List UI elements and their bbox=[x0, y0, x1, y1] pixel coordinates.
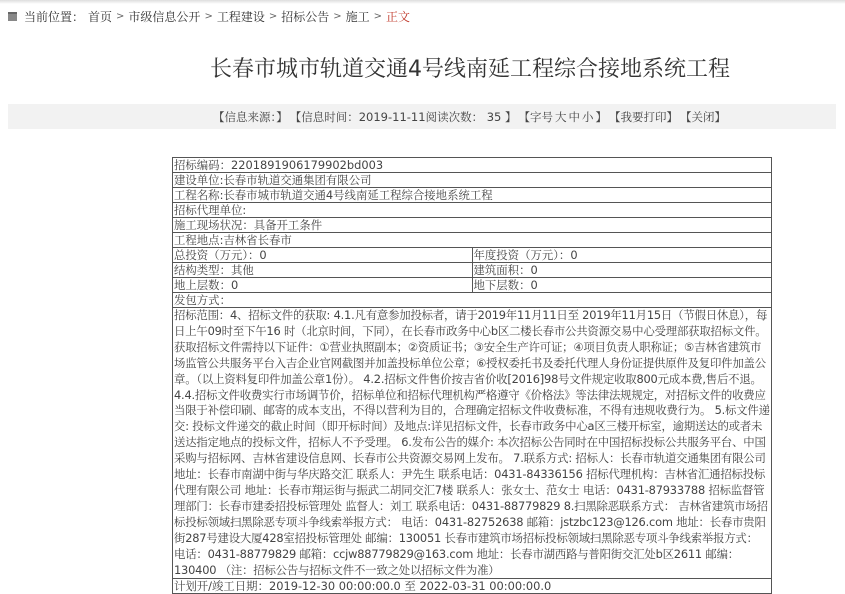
breadcrumb-separator: > bbox=[204, 11, 213, 22]
print-button[interactable]: 【我要打印】 bbox=[609, 109, 679, 124]
home-icon bbox=[8, 12, 17, 21]
breadcrumb-prefix: 当前位置： bbox=[24, 10, 85, 24]
font-size-suffix: 】 bbox=[595, 109, 608, 124]
breadcrumb-separator: > bbox=[116, 11, 125, 22]
annual-investment: 年度投资（万元）：0 bbox=[472, 248, 772, 263]
breadcrumb-current: 正文 bbox=[386, 10, 411, 24]
contract-method: 发包方式： bbox=[173, 293, 772, 308]
breadcrumb-separator: > bbox=[268, 11, 278, 22]
breadcrumb-home[interactable]: 首页 bbox=[88, 10, 113, 24]
building-area: 建筑面积：0 bbox=[472, 263, 772, 278]
font-size-prefix: 【字号 bbox=[518, 109, 554, 124]
floors-above: 地上层数：0 bbox=[173, 278, 473, 293]
font-small-button[interactable]: 小 bbox=[582, 109, 594, 124]
schedule-dates: 计划开/竣工日期：2019-12-30 00:00:00.0 至 2022-03-31 00:00:00.0 bbox=[173, 579, 772, 594]
info-bar bbox=[8, 104, 836, 129]
close-button[interactable]: 【关闭】 bbox=[680, 109, 727, 124]
font-large-button[interactable]: 大 bbox=[555, 109, 567, 124]
breadcrumb-construction[interactable]: 工程建设 bbox=[216, 10, 265, 24]
breadcrumb-separator: > bbox=[373, 11, 383, 22]
info-time: 【信息时间：2019-11-11阅读次数： 35 】 bbox=[289, 109, 517, 124]
total-investment: 总投资（万元）：0 bbox=[173, 248, 473, 263]
project-name: 工程名称:长春市城市轨道交通4号线南延工程综合接地系统工程 bbox=[173, 188, 772, 203]
tender-code: 招标编码：2201891906179902bd003 bbox=[173, 158, 772, 173]
project-location: 工程地点:吉林省长春市 bbox=[173, 233, 772, 248]
font-medium-button[interactable]: 中 bbox=[568, 109, 581, 124]
breadcrumb-separator: > bbox=[333, 11, 342, 22]
breadcrumb-city-info[interactable]: 市级信息公开 bbox=[128, 10, 201, 24]
top-shadow bbox=[0, 0, 845, 4]
tender-agent: 招标代理单位: bbox=[173, 203, 772, 218]
page-title: 长春市城市轨道交通4号线南延工程综合接地系统工程 bbox=[210, 57, 730, 82]
breadcrumb-tender-notice[interactable]: 招标公告 bbox=[281, 10, 330, 24]
breadcrumb bbox=[8, 8, 410, 25]
tender-scope: 招标范围：4、招标文件的获取: 4.1.凡有意参加投标者，请于2019年11月11日至 2019年11月15日（节假日休息），每日上午09时至下午16 时（北京时间，下同），在长春市政务中心b区二楼长春市公共资源交易中心受理部获取招标文件。获取招标文件需持以下证件：①营业执照副本；②资质证书；③安全生产许可证；④项目负责人职称证；⑤吉林省建筑市场监管公共服务平台入吉企业官网截图并加盖投标单位公章；⑥授权委托书及委托代理人身份证提供原件及复印件加盖公章。（以上资料复印件加盖公章1份）。 4.2.招标文件售价按吉省价收[2016]98号文件规定收取800元成本费,售后不退。 4.4.招标文件收费实行市场调节价，招标单位和招标代理机构严格遵守《价格法》等法律法规规定，对招标文件的收费应当限于补偿印刷、邮寄的成本支出，不得以营利为目的，合理确定招标文件收费标准，不得有违规收费行为。 5.标文件递交: 投标文件递交的截止时间（即开标时间）及地点:详见招标文件，长春市政务中心a区三楼开标室，逾期送达的或者未送达指定地点的投标文件，招标人不予受理。 6.发布公告的媒介: 本次招标公告同时在中国招标投标公共服务平台、中国采购与招标网、吉林省建设信息网、长春市公共资源交易网上发布。 7.联系方式: 招标人：长春市轨道交通集团有限公司 地址：长春市南湖中街与华庆路交汇 联系人：尹先生 联系电话：0431-84336156 招标代理机构：吉林省汇通招标投标代理有限公司 地址：长春市翔运街与振武二胡同交汇7楼 联系人：张女士、范女士 电话：0431-87933788 招标监督管理部门：长春市建委招投标管理处 监督人：刘工 联系电话：0431-88779829 8.扫黑除恶联系方式： 吉林省建筑市场招标投标领域扫黑除恶专项斗争线索举报方式： 电话：0431-82752638 邮箱：jstzbc123@126.com 地址：长春市贵阳街287号建设大厦428室招投标管理处 邮编：130051 长春市建筑市场招标投标领域扫黑除恶专项斗争线索举报方式： 电话：0431-88779829 邮箱：ccjw88779829@163.com 地址：长春市湖西路与普阳街交汇处b区2611 邮编：130400 （注：招标公告与招标文件不一致之处以招标文件为准） bbox=[173, 308, 772, 579]
structure-type: 结构类型：其他 bbox=[173, 263, 473, 278]
floors-below: 地下层数：0 bbox=[472, 278, 772, 293]
breadcrumb-construction-work[interactable]: 施工 bbox=[345, 10, 370, 24]
tender-info-table bbox=[172, 157, 772, 594]
site-status: 施工现场状况：具备开工条件 bbox=[173, 218, 772, 233]
info-source: 【信息来源：】 bbox=[212, 109, 288, 124]
builder: 建设单位:长春市轨道交通集团有限公司 bbox=[173, 173, 772, 188]
